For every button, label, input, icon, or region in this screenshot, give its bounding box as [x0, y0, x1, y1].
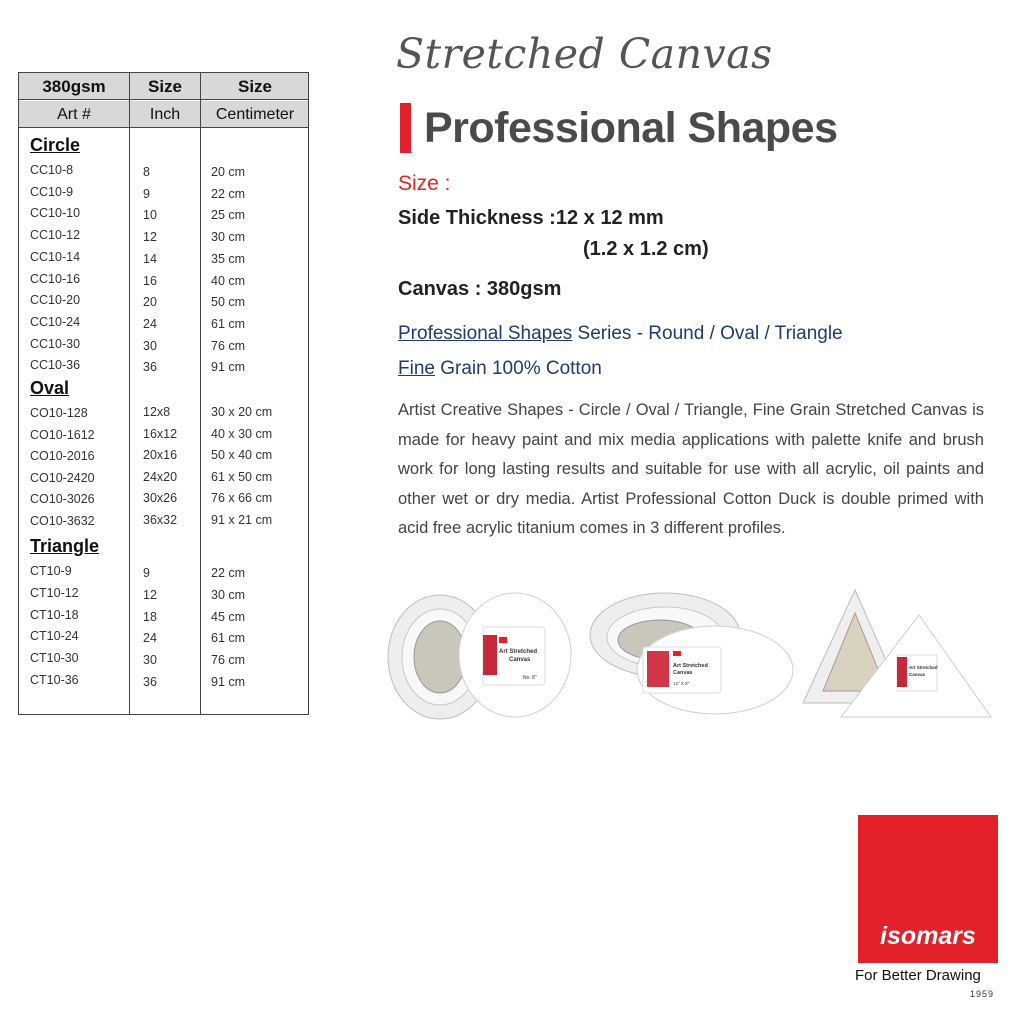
table-cell-inch: 8: [143, 165, 150, 179]
table-cell-inch: 20: [143, 295, 157, 310]
table-cell-cm: 76 cm: [211, 338, 246, 353]
table-cell-cm: 61 cm: [211, 316, 246, 331]
table-cell-inch: 16: [143, 273, 157, 288]
table-cell-inch: 12: [143, 230, 157, 245]
series-line: [398, 323, 843, 345]
table-cell-cm: 25 cm: [211, 208, 246, 223]
brand-tagline: For Better Drawing: [855, 967, 981, 984]
grain-line: [398, 358, 602, 380]
subheader-art: Art #: [57, 106, 91, 123]
table-cell-inch: 24: [143, 316, 157, 331]
table-cell-inch: 20x16: [143, 448, 178, 462]
table-cell-art: CO10-2016: [30, 449, 95, 463]
group-heading-oval: Oval: [30, 378, 70, 398]
circle-label-size: No. 8": [523, 675, 537, 681]
table-cell-inch: 14: [143, 251, 157, 266]
side-thickness-mm: Side Thickness :12 x 12 mm: [398, 207, 664, 229]
table-cell-inch: 16x12: [143, 426, 178, 441]
side-thickness-cm: (1.2 x 1.2 cm): [583, 238, 709, 260]
table-cell-inch: 10: [143, 208, 157, 223]
table-cell-cm: 30 cm: [211, 230, 246, 245]
table-cell-cm: 22 cm: [211, 566, 246, 580]
table-cell-art: CC10-16: [30, 271, 81, 286]
table-cell-cm: 91 cm: [211, 360, 246, 375]
triangle-label-sub: Canvas: [909, 672, 926, 677]
table-cell-cm: 91 cm: [211, 675, 246, 689]
product-images: [385, 585, 995, 730]
header-size-cm: Size: [237, 77, 273, 96]
triangle-label-title: Art Stretched: [909, 665, 938, 670]
table-cell-art: CO10-3632: [30, 513, 95, 528]
table-cell-inch: 18: [143, 609, 157, 624]
table-cell-cm: 61 x 50 cm: [211, 469, 273, 484]
table-cell-cm: 40 x 30 cm: [211, 426, 273, 441]
size-label: Size :: [398, 172, 451, 195]
table-cell-cm: 20 cm: [211, 165, 246, 179]
header-size-inch: Size: [147, 77, 183, 96]
table-cell-cm: 91 x 21 cm: [211, 512, 273, 527]
script-title: Stretched Canvas: [396, 30, 773, 78]
table-cell-cm: 50 cm: [211, 295, 246, 310]
circle-label-title: Art Stretched: [499, 649, 538, 655]
spec-table: [18, 72, 309, 715]
table-cell-inch: 36: [143, 360, 157, 375]
oval-label-size: 12" X 8": [673, 681, 690, 686]
brand-name: isomars: [880, 922, 976, 950]
table-cell-art: CC10-24: [30, 314, 81, 329]
table-cell-art: CT10-30: [30, 651, 79, 666]
series-text: Series - Round / Oval / Triangle: [572, 323, 843, 344]
table-cell-cm: 22 cm: [211, 186, 246, 201]
oval-label-title: Art Stretched: [673, 663, 708, 669]
table-cell-cm: 76 x 66 cm: [211, 491, 273, 505]
header-gsm: 380gsm: [42, 77, 106, 96]
table-cell-inch: 24: [143, 631, 157, 646]
table-cell-art: CO10-2420: [30, 470, 95, 485]
table-cell-art: CT10-12: [30, 585, 79, 600]
group-heading-triangle: Triangle: [30, 536, 100, 556]
table-cell-cm: 40 cm: [211, 273, 246, 288]
table-cell-inch: 30x26: [143, 491, 178, 505]
grain-text: Grain 100% Cotton: [434, 358, 602, 379]
table-cell-art: CC10-12: [30, 228, 81, 243]
brand-year: 1959: [970, 989, 995, 999]
grain-link[interactable]: Fine: [398, 358, 435, 379]
canvas-weight: Canvas : 380gsm: [398, 278, 562, 300]
group-heading-circle: Circle: [30, 135, 81, 155]
column-divider: [200, 73, 201, 714]
product-description: Artist Creative Shapes - Circle / Oval / Triangle, Fine Grain Stretched Canvas is made for heavy paint and mix media applications with palette knife and brush work for long lasting results and suitable for use with all acrylic, oil paints and other wet or dry media. Artist Professional Cotton Duck is double primed with acid free acrylic titanium comes in 3 different profiles.: [398, 401, 984, 537]
subheader-inch: Inch: [149, 106, 181, 123]
oval-label-sub: Canvas: [673, 670, 693, 676]
table-cell-art: CC10-9: [30, 184, 74, 199]
table-cell-cm: 50 x 40 cm: [211, 448, 273, 462]
table-cell-art: CT10-36: [30, 673, 79, 687]
column-divider: [129, 73, 130, 714]
page-title: Professional Shapes: [424, 104, 838, 152]
table-cell-art: CC10-14: [30, 249, 81, 264]
table-cell-art: CC10-8: [30, 163, 74, 177]
title-accent-bar: [400, 103, 411, 153]
table-cell-art: CO10-1612: [30, 427, 95, 442]
table-cell-inch: 30: [143, 653, 157, 668]
table-cell-inch: 12: [143, 587, 157, 602]
table-subheader-row: [19, 101, 308, 128]
table-cell-inch: 9: [143, 566, 150, 580]
table-cell-cm: 76 cm: [211, 653, 246, 668]
table-cell-art: CC10-10: [30, 206, 81, 221]
table-cell-cm: 30 cm: [211, 587, 246, 602]
table-cell-cm: 35 cm: [211, 251, 246, 266]
table-cell-inch: 9: [143, 186, 150, 201]
table-cell-inch: 12x8: [143, 405, 171, 419]
table-header-row: [19, 73, 308, 100]
table-cell-art: CC10-20: [30, 293, 81, 308]
table-cell-inch: 24x20: [143, 469, 178, 484]
table-cell-art: CO10-3026: [30, 492, 95, 506]
table-cell-art: CT10-9: [30, 564, 72, 578]
table-cell-art: CT10-24: [30, 629, 79, 644]
table-cell-cm: 45 cm: [211, 609, 246, 624]
table-cell-art: CC10-36: [30, 358, 81, 373]
table-cell-inch: 30: [143, 338, 157, 353]
circle-canvas-front: [459, 593, 571, 717]
table-cell-art: CT10-18: [30, 607, 79, 622]
table-cell-art: CC10-30: [30, 336, 81, 351]
oval-canvas-front: [637, 626, 793, 714]
subheader-centimeter: Centimeter: [215, 106, 295, 123]
table-cell-cm: 61 cm: [211, 631, 246, 646]
table-cell-inch: 36: [143, 675, 157, 689]
circle-label-sub: Canvas: [509, 657, 531, 663]
table-cell-art: CO10-128: [30, 406, 88, 420]
brand-logo: [858, 815, 998, 963]
table-cell-inch: 36x32: [143, 512, 178, 527]
table-cell-cm: 30 x 20 cm: [211, 405, 273, 419]
series-link[interactable]: Professional Shapes: [398, 323, 573, 344]
